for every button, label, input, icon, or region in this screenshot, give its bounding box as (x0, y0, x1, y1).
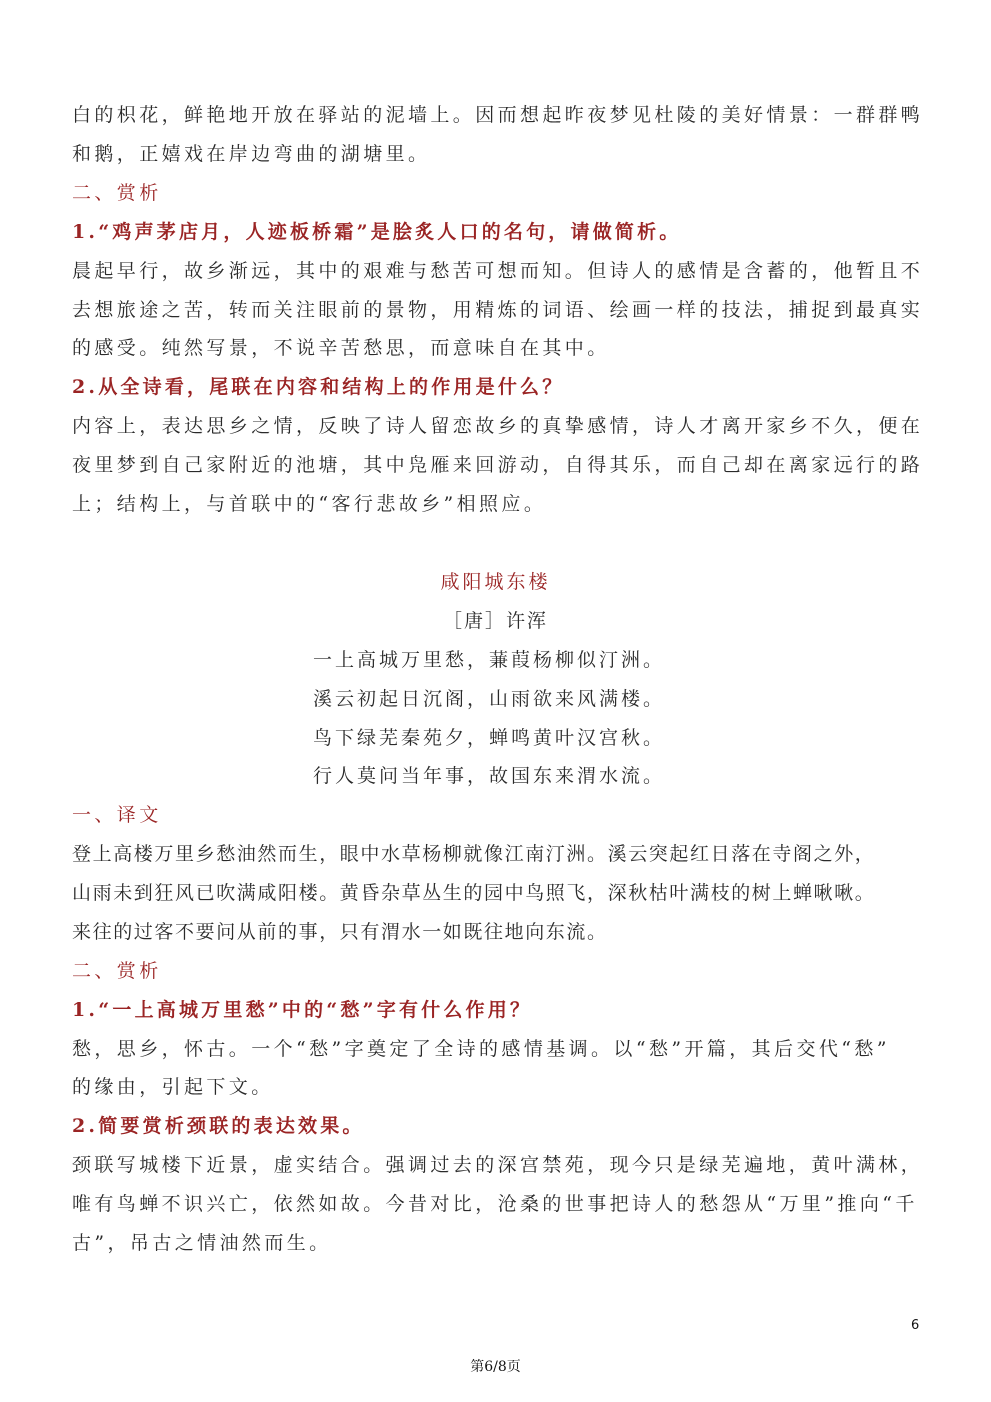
section-heading-appreciation: 二、赏析 (72, 960, 162, 982)
poem-line: 行人莫问当年事，故国东来渭水流。 (313, 765, 666, 787)
poem-line: 溪云初起日沉阁，山雨欲来风满楼。 (313, 688, 666, 710)
poem-author: ［唐］许浑 (442, 610, 548, 632)
question-2: 2.简要赏析颈联的表达效果。 (72, 1115, 365, 1137)
translation-line: 白的枳花，鲜艳地开放在驿站的泥墙上。因而想起昨夜梦见杜陵的美好情景：一群群鸭 (72, 104, 924, 126)
answer-line: 内容上，表达思乡之情，反映了诗人留恋故乡的真挚感情，诗人才离开家乡不久，便在 (72, 415, 924, 437)
section-heading-appreciation: 二、赏析 (72, 182, 162, 204)
answer-line: 的缘由，引起下文。 (72, 1076, 274, 1098)
answer-line: 古”，吊古之情油然而生。 (72, 1232, 332, 1254)
answer-line: 上；结构上，与首联中的“客行悲故乡”相照应。 (72, 493, 547, 515)
answer-line: 颈联写城楼下近景，虚实结合。强调过去的深宫禁苑，现今只是绿芜遍地，黄叶满林， (72, 1154, 924, 1176)
question-1: 1.“鸡声茅店月，人迹板桥霜”是脍炙人口的名句，请做简析。 (72, 221, 682, 243)
page-number: 6 (911, 1318, 920, 1333)
answer-line: 去想旅途之苦，转而关注眼前的景物，用精炼的词语、绘画一样的技法，捕捉到最真实 (72, 299, 924, 321)
translation-line: 来往的过客不要问从前的事，只有渭水一如既往地向东流。 (72, 921, 608, 943)
question-2: 2.从全诗看，尾联在内容和结构上的作用是什么？ (72, 376, 565, 398)
question-1: 1.“一上高城万里愁”中的“愁”字有什么作用？ (72, 999, 533, 1021)
answer-line: 的感受。纯然写景，不说辛苦愁思，而意味自在其中。 (72, 337, 610, 359)
translation-line: 和鹅，正嬉戏在岸边弯曲的湖塘里。 (72, 143, 431, 165)
poem-line: 鸟下绿芜秦苑夕，蝉鸣黄叶汉宫秋。 (313, 727, 666, 749)
answer-line: 愁，思乡，怀古。一个“愁”字奠定了全诗的感情基调。以“愁”开篇，其后交代“愁” (72, 1038, 890, 1060)
poem-line: 一上高城万里愁，蒹葭杨柳似汀洲。 (313, 649, 666, 671)
answer-line: 唯有鸟蝉不识兴亡，依然如故。今昔对比，沧桑的世事把诗人的愁怨从“万里”推向“千 (72, 1193, 918, 1215)
answer-line: 晨起早行，故乡渐远，其中的艰难与愁苦可想而知。但诗人的感情是含蓄的，他暂且不 (72, 260, 924, 282)
section-heading-translation: 一、译文 (72, 804, 162, 826)
translation-line: 登上高楼万里乡愁油然而生，眼中水草杨柳就像江南汀洲。溪云突起红日落在寺阁之外， (72, 843, 876, 865)
poem-title: 咸阳城东楼 (440, 571, 551, 593)
page-footer: 第6/8页 (470, 1359, 521, 1375)
translation-line: 山雨未到狂风已吹满咸阳楼。黄昏杂草丛生的园中鸟照飞，深秋枯叶满枝的树上蝉啾啾。 (72, 882, 876, 904)
answer-line: 夜里梦到自己家附近的池塘，其中凫雁来回游动，自得其乐，而自己却在离家远行的路 (72, 454, 924, 476)
